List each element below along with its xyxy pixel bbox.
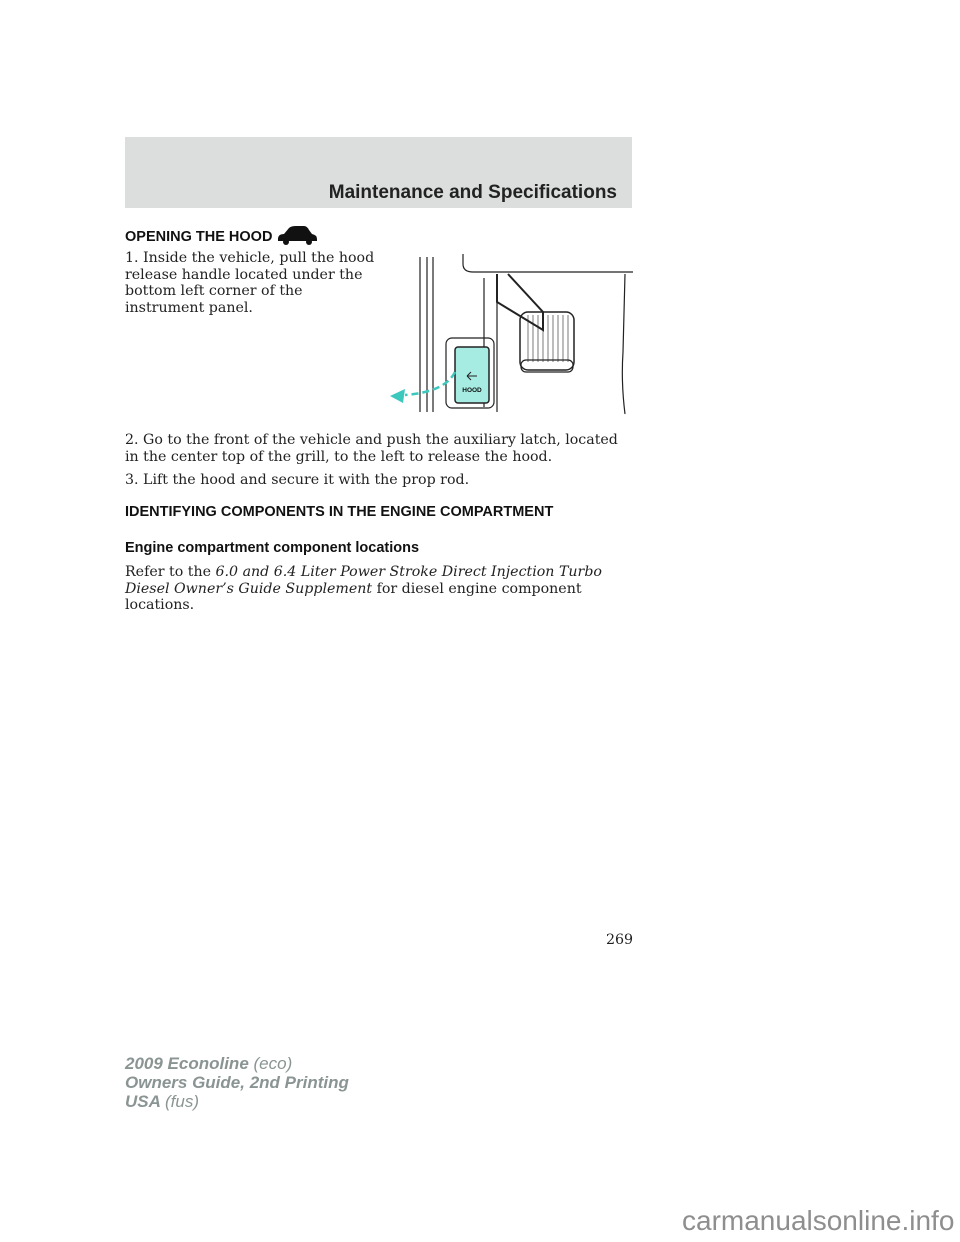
footer (125, 1054, 349, 1111)
footer-model: 2009 Econoline (125, 1054, 249, 1073)
car-icon (276, 225, 318, 245)
hood-label: HOOD (462, 387, 482, 394)
refer-paragraph (125, 564, 615, 614)
section-header (125, 137, 632, 208)
footer-market-code: (fus) (165, 1092, 199, 1111)
heading-identifying: IDENTIFYING COMPONENTS IN THE ENGINE COMPARTMENT (125, 504, 554, 520)
hood-release-illustration (385, 252, 635, 417)
subheading-locations: Engine compartment component locations (125, 540, 420, 556)
text: Refer to the (125, 564, 216, 580)
step-2: 2. Go to the front of the vehicle and push the auxiliary latch, located in the center top of the grill, to the left to release the hood. (125, 432, 618, 465)
footer-edition: Owners Guide, 2nd Printing (125, 1073, 349, 1092)
page-number: 269 (606, 932, 634, 948)
step-1: 1. Inside the vehicle, pull the hood release handle located under the bottom left corner of the instrument panel. (125, 250, 375, 316)
footer-code: (eco) (253, 1054, 293, 1073)
section-title: Maintenance and Specifications (328, 182, 617, 203)
text: for diesel engine component locations. (125, 580, 582, 614)
footer-market: USA (125, 1092, 161, 1111)
watermark: carmanualsonline.info (682, 1205, 955, 1236)
supplement-title: 6.0 and 6.4 Liter Power Stroke Direct Injection Turbo Diesel Owner’s Guide Supplement (125, 564, 602, 597)
heading-text: OPENING THE HOOD (125, 229, 273, 245)
step-3: 3. Lift the hood and secure it with the prop rod. (125, 472, 470, 488)
heading-opening-hood (125, 225, 318, 245)
